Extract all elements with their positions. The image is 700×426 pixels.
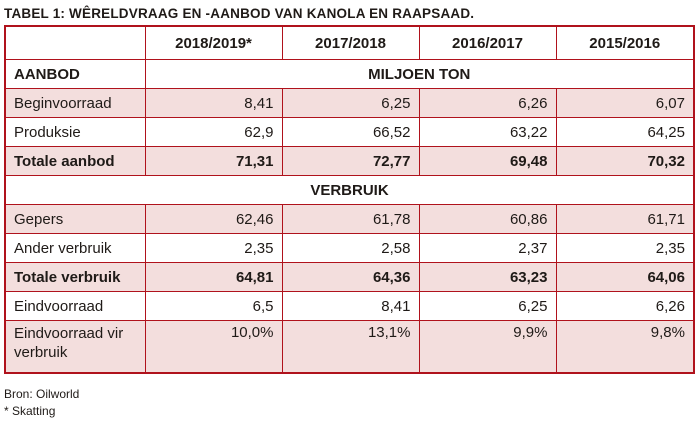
cell-value: 8,41 [145, 89, 282, 118]
cell-value: 6,26 [419, 89, 556, 118]
row-label: Eindvoorraad [5, 292, 145, 321]
cell-value: 66,52 [282, 118, 419, 147]
section-label-verbruik: VERBRUIK [5, 176, 694, 205]
header-cell-year: 2016/2017 [419, 26, 556, 60]
source-note: Bron: Oilworld [4, 387, 80, 401]
row-label: Totale verbruik [5, 263, 145, 292]
table-footer [4, 386, 79, 420]
section-label-aanbod: AANBOD [5, 60, 145, 89]
data-table [4, 25, 695, 374]
cell-value: 13,1% [282, 321, 419, 374]
cell-value: 2,37 [419, 234, 556, 263]
cell-value: 2,58 [282, 234, 419, 263]
section-row-aanbod [5, 60, 694, 89]
header-cell-year: 2017/2018 [282, 26, 419, 60]
cell-value: 64,36 [282, 263, 419, 292]
table-row-total [5, 147, 694, 176]
row-label: Beginvoorraad [5, 89, 145, 118]
cell-value: 72,77 [282, 147, 419, 176]
header-cell-year: 2018/2019* [145, 26, 282, 60]
table-row [5, 234, 694, 263]
header-cell-empty [5, 26, 145, 60]
table-row-total [5, 263, 694, 292]
cell-value: 6,25 [419, 292, 556, 321]
cell-value: 60,86 [419, 205, 556, 234]
section-unit-label: MILJOEN TON [145, 60, 694, 89]
data-table-container [4, 25, 693, 374]
cell-value: 6,07 [556, 89, 694, 118]
row-label: Gepers [5, 205, 145, 234]
cell-value: 6,26 [556, 292, 694, 321]
row-label: Produksie [5, 118, 145, 147]
cell-value: 64,06 [556, 263, 694, 292]
row-label: Eindvoorraad vir verbruik [5, 321, 145, 374]
cell-value: 64,81 [145, 263, 282, 292]
cell-value: 69,48 [419, 147, 556, 176]
cell-value: 8,41 [282, 292, 419, 321]
cell-value: 71,31 [145, 147, 282, 176]
cell-value: 2,35 [556, 234, 694, 263]
cell-value: 62,46 [145, 205, 282, 234]
cell-value: 62,9 [145, 118, 282, 147]
table-row [5, 89, 694, 118]
header-cell-year: 2015/2016 [556, 26, 694, 60]
table-row [5, 118, 694, 147]
cell-value: 63,22 [419, 118, 556, 147]
cell-value: 61,71 [556, 205, 694, 234]
header-row [5, 26, 694, 60]
cell-value: 9,9% [419, 321, 556, 374]
cell-value: 9,8% [556, 321, 694, 374]
row-label: Totale aanbod [5, 147, 145, 176]
row-label: Ander verbruik [5, 234, 145, 263]
table-row [5, 205, 694, 234]
cell-value: 2,35 [145, 234, 282, 263]
cell-value: 63,23 [419, 263, 556, 292]
table-row [5, 292, 694, 321]
cell-value: 70,32 [556, 147, 694, 176]
table-row [5, 321, 694, 374]
cell-value: 10,0% [145, 321, 282, 374]
section-row-verbruik [5, 176, 694, 205]
cell-value: 61,78 [282, 205, 419, 234]
table-title: TABEL 1: WÊRELDVRAAG EN -AANBOD VAN KANOLA EN RAAPSAAD. [4, 6, 475, 21]
cell-value: 64,25 [556, 118, 694, 147]
cell-value: 6,25 [282, 89, 419, 118]
estimate-note: * Skatting [4, 404, 56, 418]
cell-value: 6,5 [145, 292, 282, 321]
